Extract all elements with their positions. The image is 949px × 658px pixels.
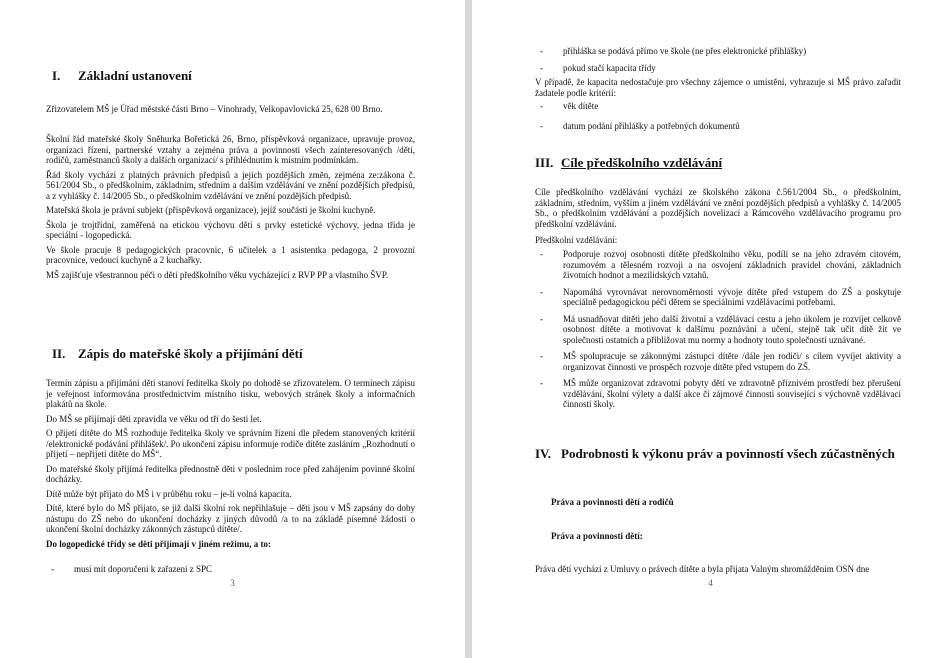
list-item: - musí mít doporučení k zařazení z SPC — [46, 564, 415, 575]
section-4-heading — [535, 446, 901, 462]
list-item: - Napomáhá vyrovnávat nerovnoměrnosti vývoje dítěte před vstupem do ZŠ a poskytuje speciálně pedagogickou péči dětem se speciálními vzdělávacími potřebami. — [535, 287, 901, 308]
section-1-heading — [52, 68, 415, 84]
list-item: - Má usnadňovat dítěti jeho další životní a vzdělávací cestu a jeho úkolem je rozvíjet celkově osobnost dítěte a motivovat k dalšímu poznávání a učení, stejně tak učit dítě žít ve společnosti ostatních a přibližovat mu normy a hodnoty touto společností uznávané. — [535, 314, 901, 346]
document-page-4 — [472, 0, 949, 658]
paragraph: Mateřská škola je právní subjekt (příspěvková organizace), jejíž součástí je školní kuchyně. — [46, 205, 376, 215]
section-2-paragraphs — [46, 378, 415, 553]
section-3-heading — [535, 155, 901, 171]
section-4-number: IV. — [535, 446, 552, 461]
paragraph: Ve škole pracuje 8 pedagogických pracovnic, 6 učitelek a 1 asistentka pedagoga, 2 provozní pracovnice, vedoucí kuchyně a 2 kuchařky. — [46, 244, 415, 265]
subheading-rights-children-parents: Práva a povinnosti dětí a rodičů — [551, 497, 674, 507]
document-page-3 — [0, 0, 465, 658]
paragraph: Školní řád mateřské školy Sněhurka Bořetická 26, Brno, příspěvková organizace, upravuje provoz, organizaci řízení, partnerské vztahy a zejména práva a povinnosti všech zainteresovaných /dětí, rodičů, zaměstnanců školy a dalších organizací/ s přihlédnutím k místním podmínkám. — [46, 134, 415, 165]
paragraph: Do MŠ se přijímají děti zpravidla ve věku od tří do šesti let. — [46, 413, 262, 424]
paragraph: Dítě, které bylo do MŠ přijato, se již další školní rok nepřihlašuje – děti jsou v MŠ zapsány do doby nástupu do ZŠ nebo do ukončení docházky z jiných důvodů /a to na základě písemné žádosti o ukončení školní docházky zákonných zástupců dítěte/. — [46, 503, 415, 534]
list-item: - věk dítěte — [535, 101, 901, 112]
paragraph: Řád školy vychází z platných právních předpisů a jejích pozdějších změn, zejména ze:zákona č. 561/2004 Sb., o předškolním, základním, středním a dalším vzdělávání ve znění pozdějších předpisů, a z vyhlášky č. 14/2005 Sb., o předškolním vzdělávání ve znění pozdějších předpisů. — [46, 169, 415, 201]
page-number: 3 — [230, 578, 235, 588]
list-item: - MŠ spolupracuje se zákonnými zástupci dítěte /dále jen rodiči/ s cílem vyvíjet aktivity a organizovat činnosti ve prospěch rozvoje dítěte před vstupem do ZŠ. — [535, 351, 901, 372]
section-1-number: I. — [52, 68, 61, 83]
logopedic-heading: Do logopedické třídy se děti přijímají v jiném režimu, a to: — [46, 538, 272, 549]
rights-paragraph: Práva dětí vychází z Umluvy o právech dítěte a byla přijata Valným shromážděním OSN dne — [535, 564, 870, 574]
section-2-title: Zápis do mateřské školy a přijímání dětí — [78, 346, 303, 361]
section-3-intro: Cíle předškolního vzdělávání vychází ze školského zákona č.561/2004 Sb., o předškolním, základním, středním, vyšším a jiném vzdělávání ve znění pozdějších předpisů a vyhlášky č. 14/2005 Sb., o předškolním vzdělávání a pozdějších novelizací a Rámcového vzdělávacího programu pro předškolní vzdělávání. — [535, 187, 901, 229]
admission-conditions-list — [535, 46, 901, 79]
page-number: 4 — [708, 578, 713, 588]
founder-paragraph: Zřizovatelem MŠ je Úřad městské části Brno – Vinohrady, Velkopavlovická 25, 628 00 Brno. — [46, 104, 383, 114]
list-item: - přihláška se podává přímo ve škole (ne přes elektronické přihlášky) — [535, 46, 901, 57]
criteria-list — [535, 101, 901, 137]
paragraph: Do mateřské školy přijímá ředitelka přednostně děti v posledním roce před zahájením povinné školní docházky. — [46, 463, 415, 484]
paragraph: Dítě může být přijato do MŠ i v průběhu roku – je-li volná kapacita. — [46, 488, 292, 499]
section-3-title: Cíle předškolního vzdělávání — [561, 155, 723, 170]
list-item: - datum podání přihlášky a potřebných dokumentů — [535, 121, 901, 132]
paragraph: Termín zápisu a přijímání dětí stanoví ředitelka školy po dohodě se zřizovatelem. O termínech zápisu je veřejnost informována prostřednictvím místního tisku, webových stránek školy a informačních plakátů na škole. — [46, 378, 415, 409]
section-2-number: II. — [52, 346, 66, 361]
preschool-label: Předškolní vzdělávání: — [535, 235, 618, 245]
capacity-paragraph: V případě, že kapacita nedostačuje pro všechny zájemce o umístění, vyhrazuje si MŠ právo zařadit žadatele podle kritérií: — [535, 77, 901, 98]
section-2-heading — [52, 346, 415, 362]
section-1-title: Základní ustanovení — [78, 68, 192, 83]
section-4-title: Podrobnosti k výkonu práv a povinností všech zúčastněných — [561, 446, 895, 461]
page-gap — [465, 0, 472, 658]
preschool-goals-list — [535, 249, 901, 416]
paragraph: Škola je trojtřídní, zaměřená na etickou výchovu dětí s prvky estetické výchovy, jedna třída je speciální - logopedická. — [46, 219, 415, 240]
subheading-rights-children: Práva a povinnosti dětí: — [551, 531, 643, 541]
paragraph: MŠ zajišťuje všestrannou péči o děti předškolního věku vycházející z RVP PP a vlastního ŠVP. — [46, 269, 389, 280]
paragraph: O přijetí dítěte do MŠ rozhoduje ředitelka školy ve správním řízení dle předem stanovených kritérií /elektronické podávání přihlášek/. Po ukončení zápisu informuje rodiče dítěte zasláním „Rozhodnutí o přijetí – nepřijetí dítěte do MŠ“. — [46, 428, 415, 459]
section-3-number: III. — [535, 155, 554, 170]
list-item: - Podporuje rozvoj osobnosti dítěte předškolního věku, podílí se na jeho zdravém citovém, rozumovém a tělesném rozvoji a na osvojení základních pravidel chování, základních životních hodnot a mezilidských vztahů. — [535, 249, 901, 281]
section-1-paragraphs — [46, 134, 415, 284]
list-item: - MŠ může organizovat zdravotní pobyty dětí ve zdravotně příznivém prostředí bez přerušení vzdělávání, školní výlety a další akce či zájmové činnosti související s výchovně vzdělávací činností školy. — [535, 378, 901, 410]
list-item: - pokud stačí kapacita třídy — [535, 63, 901, 74]
